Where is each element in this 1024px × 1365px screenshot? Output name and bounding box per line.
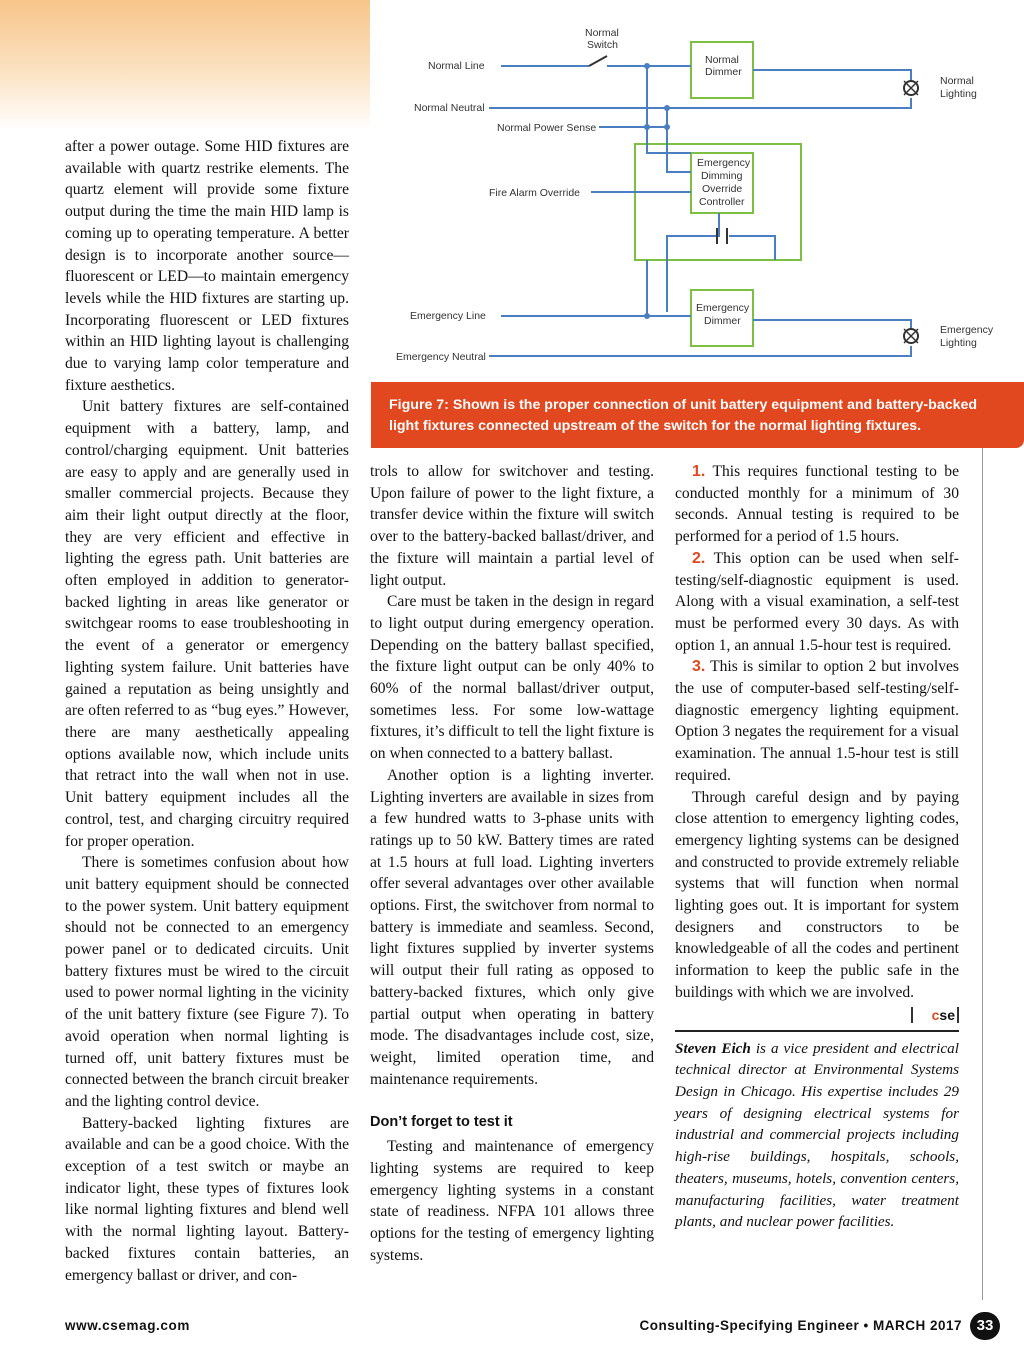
svg-text:Dimmer: Dimmer bbox=[704, 315, 741, 327]
label-emergency-lighting: Emergency bbox=[940, 324, 994, 336]
numbered-item-1: 1. This requires functional testing to be conducted monthly for a minimum of 30 seconds. Annual testing is required to be performed for a period of 1.5 hours. bbox=[675, 463, 959, 546]
paragraph: Testing and maintenance of emergency lighting systems are required to keep emergency lighting systems in a constant state of readiness. NFPA 101 allows three options for the testing of emergency lighting systems. bbox=[370, 1138, 654, 1264]
svg-text:Lighting: Lighting bbox=[940, 88, 977, 100]
paragraph: trols to allow for switchover and testing. Upon failure of power to the light fixture, a transfer device within the fixture will switch over to the battery-backed ballast/driver, and the fixture will maintain a partial level of light output. bbox=[370, 463, 654, 589]
paragraph: Another option is a lighting inverter. Lighting inverters are available in sizes from a few hundred watts to 3-phase units with ratings up to 50 kW. Battery times are rated at 1.5 hours at full load. Lighting inverters offer several advantages over other available options. First, the switchover from normal to battery is immediate and seamless. Second, light fixtures supplied by inverter systems will output their full rating as opposed to battery-backed fixtures, which only give partial output when operating in battery mode. The disadvantages include cost, size, weight, limited operation time, and maintenance requirements. bbox=[370, 766, 654, 1088]
decorative-corner-gradient bbox=[0, 0, 370, 130]
figure-7-diagram bbox=[371, 0, 1024, 382]
svg-text:Controller: Controller bbox=[699, 196, 745, 208]
item-number: 3. bbox=[692, 658, 706, 676]
item-number: 1. bbox=[692, 463, 706, 480]
paragraph: after a power outage. Some HID fixtures are available with quartz restrike elements. The quartz element will provide some fixture output during the time the main HID lamp is coming up to operating temperature. A better design is to incorporate another source—fluorescent or LED—to maintain emergency levels while the HID fixtures are starting up. Incorporating fluorescent or LED fixtures within an HID lighting layout is challenging due to varying lamp color temperature and fixture aesthetics. bbox=[65, 138, 349, 394]
label-normal-neutral: Normal Neutral bbox=[414, 102, 485, 114]
author-name: Steven Eich bbox=[675, 1039, 751, 1057]
column-rule bbox=[982, 448, 983, 1300]
footer-url[interactable]: www.csemag.com bbox=[65, 1318, 190, 1333]
paragraph: Through careful design and by paying close attention to emergency lighting codes, emergency lighting systems can be designed and constructed to provide extremely reliable systems that will function when normal lighting goes out. It is important for system designers and constructors to be knowledgeable of all the codes and pertinent information to keep the public safe in the buildings with which we are involved. cse bbox=[675, 788, 959, 1023]
paragraph: There is sometimes confusion about how unit battery equipment should be connected to the power system. Unit battery equipment should not be connected to an emergency power panel or to dedicated circuits. Unit battery fixtures must be wired to the circuit used to power normal lighting in the vicinity of the unit battery fixture (see Figure 7). To avoid operation when normal lighting is turned off, unit battery fixtures must be connected between the branch circuit breaker and the lighting control device. bbox=[65, 854, 349, 1110]
label-normal-lighting: Normal bbox=[940, 75, 974, 87]
item-number: 2. bbox=[692, 549, 706, 567]
svg-text:Override: Override bbox=[702, 183, 743, 195]
label-normal-power-sense: Normal Power Sense bbox=[497, 122, 597, 134]
label-emergency-dimmer: Emergency bbox=[696, 302, 750, 314]
label-fire-alarm-override: Fire Alarm Override bbox=[489, 187, 581, 199]
page-number-badge: 33 bbox=[970, 1312, 1000, 1340]
svg-text:Dimming: Dimming bbox=[701, 170, 743, 182]
numbered-item-3: 3. This is similar to option 2 but involves the use of computer-based self-testing/self-diagnostic emergency lighting equipment. Option 3 negates the requirement for a visual examination. The annual 1.5-hour test is still required. bbox=[675, 658, 959, 784]
label-emergency-line: Emergency Line bbox=[410, 310, 486, 322]
wiring-diagram bbox=[371, 0, 1024, 382]
author-bio: Steven Eich is a vice president and electrical technical director at Environmental Systems Design in Chicago. His expertise includes 29 years of designing electrical systems for industrial and commercial projects including high-rise buildings, hospitals, schools, theaters, museums, hotels, convention centers, manufacturing facilities, water treatment plants, and nuclear power facilities. bbox=[675, 1030, 959, 1233]
article-column-2 bbox=[370, 461, 654, 1266]
paragraph: Unit battery fixtures are self-contained equipment with a battery, lamp, and control/charging equipment. Unit batteries are easy to apply and are generally used in smaller commercial projects. Because they aim their light output directly at the floor, they are very efficient and effective in lighting the egress path. Unit batteries are often employed in addition to generator-backed lighting in areas like generator or switchgear rooms to ease troubleshooting in the event of a generator or emergency lighting system failure. Unit batteries have gained a reputation as being unsightly and are often referred to as “bug eyes.” However, there are many aesthetically appealing options available now, which include units that retract into the wall when not in use. Unit battery equipment includes all the control, test, and charging circuitry required for proper operation. bbox=[65, 398, 349, 850]
numbered-item-2: 2. This option can be used when self-testing/self-diagnostic equipment is used. Along with a visual examination, a self-test must be performed every 30 days. As with option 1, an annual 1.5-hour test is required. bbox=[675, 549, 959, 654]
svg-text:Lighting: Lighting bbox=[940, 337, 977, 349]
label-emergency-neutral: Emergency Neutral bbox=[396, 351, 486, 363]
svg-text:Dimmer: Dimmer bbox=[705, 66, 742, 78]
label-normal-line: Normal Line bbox=[428, 60, 485, 72]
section-subhead: Don’t forget to test it bbox=[370, 1114, 513, 1131]
label-normal-switch: Normal bbox=[585, 27, 619, 39]
svg-text:Switch: Switch bbox=[587, 39, 618, 51]
figure-caption: Figure 7: Shown is the proper connection of unit battery equipment and battery-backed light fixtures connected upstream of the switch for the normal lighting fixtures. bbox=[371, 382, 1024, 448]
paragraph: Battery-backed lighting fixtures are available and can be a good choice. With the exception of a test switch or maybe an indicator light, these types of fixtures look like normal lighting fixtures and blend well with the normal lighting layout. Battery-backed fixtures contain batteries, an emergency ballast or driver, and con- bbox=[65, 1114, 349, 1284]
article-column-3 bbox=[675, 461, 959, 1233]
footer-publication: Consulting-Specifying Engineer • MARCH 2017 bbox=[639, 1318, 962, 1333]
label-normal-dimmer: Normal bbox=[705, 54, 739, 66]
article-column-1 bbox=[65, 136, 349, 1286]
paragraph: Care must be taken in the design in regard to light output during emergency operation. Depending on the battery ballast specified, the fixture light output can be only 40% to 60% of the normal ballast/driver output, sometimes less. For some low-wattage fixtures, it’s difficult to tell the light fixture is on when connected to a battery ballast. bbox=[370, 593, 654, 763]
cse-end-mark-logo: cse bbox=[911, 1007, 959, 1023]
label-edoc: Emergency bbox=[697, 157, 751, 169]
